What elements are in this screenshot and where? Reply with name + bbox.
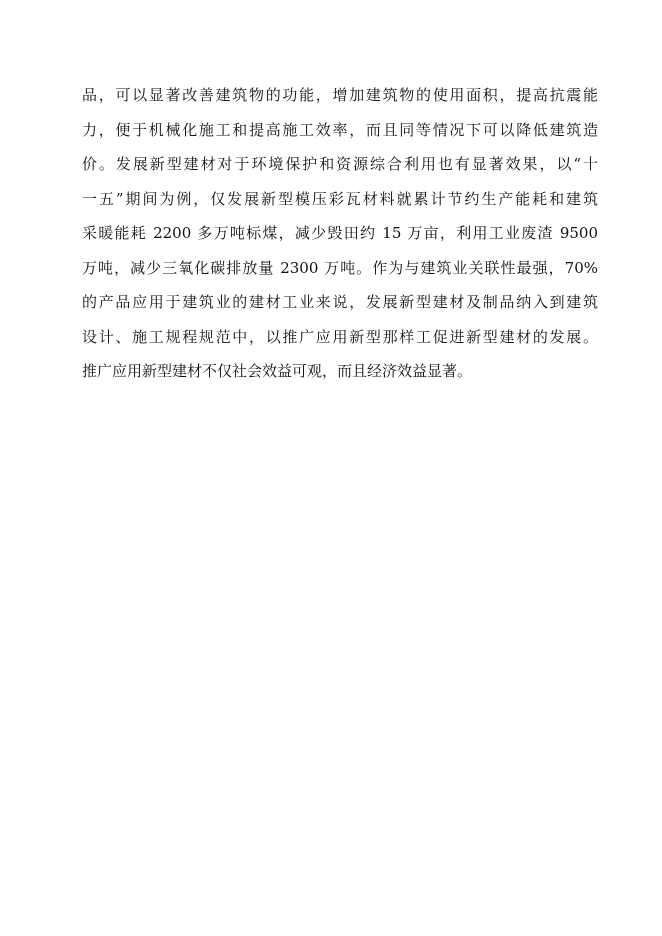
paragraph-line: 设计、施工规程规范中，以推广应用新型那样工促进新型建材的发展。 <box>82 327 598 346</box>
paragraph-line: 一五”期间为例，仅发展新型模压彩瓦材料就累计节约生产能耗和建筑 <box>82 189 598 208</box>
paragraph-line: 价。发展新型建材对于环境保护和资源综合利用也有显著效果，以“十 <box>82 155 598 173</box>
paragraph-line: 采暖能耗 2200 多万吨标煤，减少毁田约 15 万亩，利用工业废渣 9500 <box>82 224 598 242</box>
paragraph-line: 推广应用新型建材不仅社会效益可观，而且经济效益显著。 <box>82 362 473 380</box>
paragraph-line: 品，可以显著改善建筑物的功能，增加建筑物的使用面积，提高抗震能 <box>82 86 598 104</box>
body-paragraph <box>82 84 598 395</box>
paragraph-line: 力，便于机械化施工和提高施工效率，而且同等情况下可以降低建筑造 <box>82 120 598 139</box>
paragraph-line: 万吨，减少三氧化碳排放量 2300 万吨。作为与建筑业关联性最强，70% <box>82 258 598 277</box>
paragraph-line: 的产品应用于建筑业的建材工业来说，发展新型建材及制品纳入到建筑 <box>82 293 598 311</box>
